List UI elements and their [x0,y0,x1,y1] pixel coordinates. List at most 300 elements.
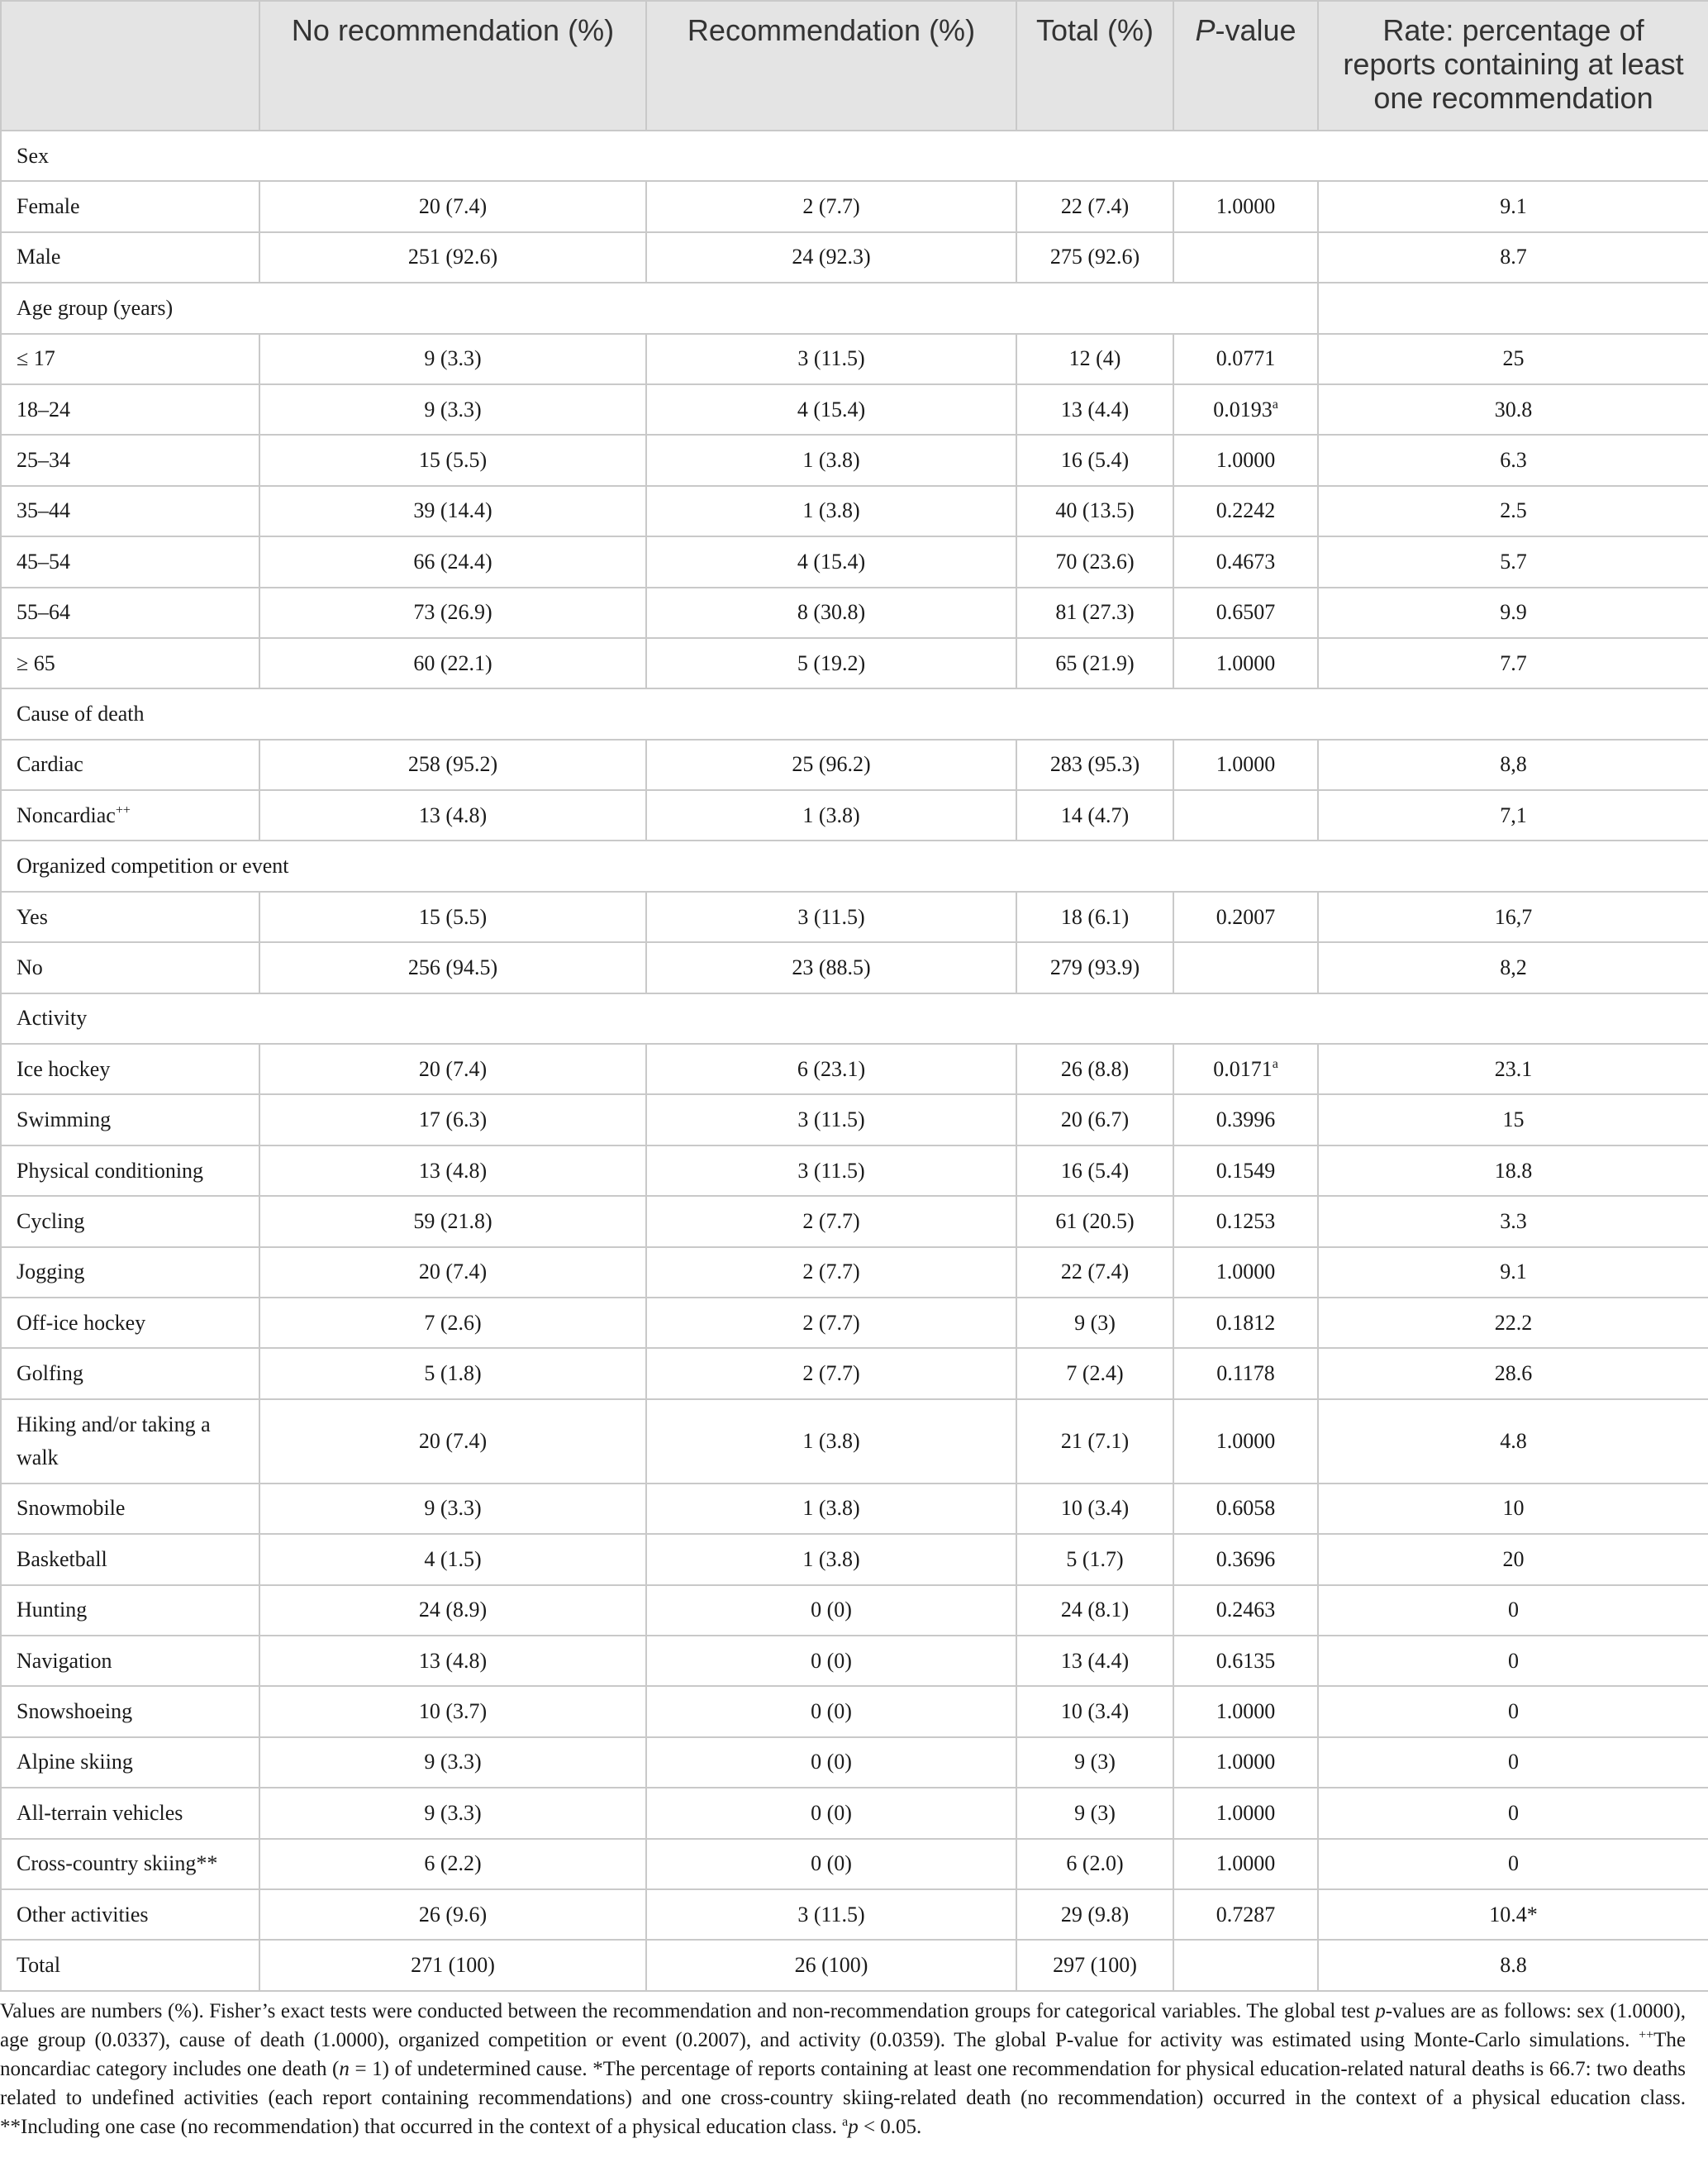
cell-text: Physical conditioning [17,1158,204,1183]
cell-text: 21 (7.1) [1060,1428,1130,1453]
total-cell [1016,1348,1173,1398]
cell-text: 0.1549 [1216,1158,1276,1183]
cell-text: 9 (3.3) [424,1496,482,1521]
cell-text: 8,8 [1500,752,1527,777]
row-label [1,1399,259,1484]
cell-text: 2 (7.7) [802,1310,860,1335]
table-row [1,1094,1708,1145]
recommendation-cell [646,232,1016,283]
rate-cell [1318,638,1708,688]
cell-text: 0 (0) [811,1750,852,1774]
row-label [1,486,259,536]
table-row [1,1686,1708,1736]
cell-text: ≥ 65 [17,650,55,675]
section-row [1,993,1708,1044]
section-label: Activity [1,993,1708,1044]
no-recommendation-cell [259,1839,646,1889]
cell-text: 0.3996 [1216,1107,1276,1132]
row-label [1,1484,259,1534]
rate-cell [1318,1788,1708,1838]
total-cell [1016,1484,1173,1534]
p-value-cell [1173,1788,1318,1838]
table-row [1,1484,1708,1534]
cell-text: 26 (9.6) [418,1902,488,1926]
cell-text: 35–44 [17,498,70,523]
header-p-value: P-value [1173,1,1318,131]
row-label [1,740,259,790]
p-value-cell [1173,1839,1318,1889]
row-label [1,638,259,688]
no-recommendation-cell [259,1196,646,1246]
p-value-cell [1173,1940,1318,1990]
row-label [1,1940,259,1990]
rate-cell [1318,1298,1708,1348]
total-cell [1016,1585,1173,1636]
row-label [1,181,259,231]
cell-text: 20 (7.4) [418,1428,488,1453]
row-label [1,1196,259,1246]
p-value-cell [1173,1399,1318,1484]
cell-text: Snowshoeing [17,1699,133,1724]
recommendation-cell [646,942,1016,993]
table-row [1,1788,1708,1838]
recommendation-cell [646,1534,1016,1584]
cell-text: 10.4* [1489,1902,1538,1926]
cell-text: 10 (3.7) [418,1699,488,1724]
row-label [1,232,259,283]
cell-text: Jogging [17,1260,85,1284]
row-label [1,1585,259,1636]
cell-text: Ice hockey [17,1056,111,1081]
total-cell [1016,536,1173,587]
cell-text: 1.0000 [1216,752,1276,777]
row-label [1,942,259,993]
cell-text: 13 (4.4) [1060,1648,1130,1673]
cell-text: 0 [1508,1851,1519,1876]
no-recommendation-cell [259,1484,646,1534]
total-cell [1016,1940,1173,1990]
cell-text: 0 [1508,1800,1519,1825]
cell-text: 9.9 [1500,600,1527,625]
table-row [1,1145,1708,1196]
row-label [1,536,259,587]
section-row [1,131,1708,181]
section-row [1,688,1708,739]
total-cell [1016,1686,1173,1736]
cell-text: 22 (7.4) [1060,1260,1130,1284]
table-row [1,435,1708,485]
rate-cell [1318,1145,1708,1196]
cell-text: 0.7287 [1216,1902,1276,1926]
rate-cell [1318,181,1708,231]
section-label: Cause of death [1,688,1708,739]
cell-text: 59 (21.8) [413,1208,492,1233]
cell-text: 73 (26.9) [413,600,492,625]
no-recommendation-cell [259,536,646,587]
cell-text: Female [17,194,80,219]
rate-cell [1318,232,1708,283]
cell-text: 256 (94.5) [407,955,498,979]
total-cell [1016,790,1173,841]
cell-text: Swimming [17,1107,112,1132]
rate-cell [1318,536,1708,587]
rate-cell [1318,588,1708,638]
table-row [1,1737,1708,1788]
cell-text: 283 (95.3) [1049,752,1140,777]
cell-text: 258 (95.2) [407,752,498,777]
row-label [1,588,259,638]
cell-text: 1.0000 [1216,1750,1276,1774]
rate-cell [1318,1484,1708,1534]
total-cell [1016,1399,1173,1484]
cell-text: 6 (2.2) [424,1851,482,1876]
cell-text: 20 (7.4) [418,1260,488,1284]
cell-text: 0.2242 [1216,498,1276,523]
cell-text: 9 (3.3) [424,397,482,421]
recommendation-cell [646,740,1016,790]
cell-text: All-terrain vehicles [17,1800,183,1825]
rate-cell [1318,486,1708,536]
rate-cell [1318,790,1708,841]
total-cell [1016,1298,1173,1348]
cell-text: 0.6507 [1216,600,1276,625]
rate-cell [1318,1247,1708,1298]
recommendation-cell [646,790,1016,841]
cell-text: 4.8 [1500,1428,1527,1453]
total-cell [1016,1094,1173,1145]
cell-text: 61 (20.5) [1055,1208,1135,1233]
total-cell [1016,1044,1173,1094]
total-cell [1016,232,1173,283]
cell-text: 5 (1.7) [1066,1546,1124,1571]
cell-text: 30.8 [1494,397,1533,421]
cell-text: 0.3696 [1216,1546,1276,1571]
no-recommendation-cell [259,942,646,993]
recommendation-cell [646,1145,1016,1196]
rate-cell [1318,1094,1708,1145]
cell-text: Navigation [17,1648,112,1673]
empty-cell [1318,283,1708,333]
cell-text: 1.0000 [1216,1260,1276,1284]
cell-text: 8,2 [1500,955,1527,979]
cell-text: Alpine skiing [17,1750,133,1774]
recommendation-cell [646,435,1016,485]
no-recommendation-cell [259,1686,646,1736]
recommendation-cell [646,1247,1016,1298]
rate-cell [1318,1889,1708,1940]
cell-text: 1.0000 [1216,1800,1276,1825]
cell-text: 9 (3) [1074,1800,1116,1825]
cell-text: 23 (88.5) [792,955,871,979]
table-row [1,1534,1708,1584]
cell-text: Noncardiac [17,803,116,827]
row-label [1,1889,259,1940]
table-row [1,790,1708,841]
cell-text: 8 (30.8) [797,600,866,625]
cell-text: 279 (93.9) [1049,955,1140,979]
cell-text: 2 (7.7) [802,1260,860,1284]
cell-text: 0.2007 [1216,904,1276,929]
recommendation-cell [646,1636,1016,1686]
header-total: Total (%) [1016,1,1173,131]
cell-text: 20 [1502,1546,1525,1571]
cell-text: 10 [1502,1496,1525,1521]
cell-text: Male [17,245,61,269]
rate-cell [1318,435,1708,485]
p-value-cell [1173,1737,1318,1788]
cell-text: 2 (7.7) [802,1208,860,1233]
cell-text: 3 (11.5) [797,346,865,371]
p-value-cell [1173,942,1318,993]
cell-text: 25 (96.2) [792,752,871,777]
cell-text: 13 (4.8) [418,803,488,827]
header-no-recommendation: No recommendation (%) [259,1,646,131]
cell-text: 6 (2.0) [1066,1851,1124,1876]
superscript: a [1272,1056,1278,1071]
cell-text: 7 (2.6) [424,1310,482,1335]
total-cell [1016,1534,1173,1584]
no-recommendation-cell [259,1737,646,1788]
cell-text: 0.1178 [1216,1361,1275,1386]
table-row [1,942,1708,993]
no-recommendation-cell [259,384,646,435]
row-label [1,892,259,942]
p-value-cell [1173,1889,1318,1940]
cell-text: 7 (2.4) [1066,1361,1124,1386]
rate-cell [1318,1940,1708,1990]
cell-text: 271 (100) [411,1952,495,1977]
cell-text: 1 (3.8) [802,1546,860,1571]
cell-text: 45–54 [17,549,70,574]
table-row [1,384,1708,435]
cell-text: 70 (23.6) [1055,549,1135,574]
cell-text: 16,7 [1494,904,1533,929]
section-row [1,841,1708,891]
p-value-cell [1173,1044,1318,1094]
p-value-cell [1173,588,1318,638]
row-label [1,1788,259,1838]
cell-text: 16 (5.4) [1060,1158,1130,1183]
table-row [1,740,1708,790]
cell-text: 20 (7.4) [418,194,488,219]
cell-text: 275 (92.6) [1049,245,1140,269]
cell-text: 9 (3.3) [424,1750,482,1774]
p-value-cell [1173,334,1318,384]
cell-text: 3 (11.5) [797,1107,865,1132]
cell-text: 15 (5.5) [418,448,488,473]
cell-text: 22 (7.4) [1060,194,1130,219]
table-row [1,1196,1708,1246]
cell-text: 0 (0) [811,1648,852,1673]
cell-text: 1 (3.8) [802,803,860,827]
no-recommendation-cell [259,1636,646,1686]
p-value-cell [1173,435,1318,485]
recommendation-cell [646,1889,1016,1940]
p-value-cell [1173,1145,1318,1196]
table-footnote: Values are numbers (%). Fisher’s exact tests were conducted between the recommendation and non-recommendation groups for categorical variables. The global test p-values are as follows: sex (1.0000), age group (0.0337), cause of death (1.0000), organized competition or event (0.2007), and activity (0.0359). The global P-value for activity was estimated using Monte-Carlo simulations. ++The noncardiac category includes one death (n = 1) of undetermined cause. *The percentage of reports containing at least one recommendation for physical education-related natural deaths is 66.7: two deaths related to undefined activities (each report containing recommendations) and one cross-country skiing-related death (no recommendation) occurred in the context of a physical education class. **Including one case (no recommendation) that occurred in the context of a physical education class. $^a$p < 0.05. [0,2000,1687,2138]
table-row [1,1298,1708,1348]
cell-text: 2 (7.7) [802,1361,860,1386]
header-row [1,1,1708,131]
cell-text: 1.0000 [1216,194,1276,219]
cell-text: 23.1 [1494,1056,1533,1081]
cell-text: 1 (3.8) [802,1428,860,1453]
rate-cell [1318,1196,1708,1246]
cell-text: 13 (4.8) [418,1158,488,1183]
total-cell [1016,1889,1173,1940]
p-value-cell [1173,181,1318,231]
cell-text: 251 (92.6) [407,245,498,269]
cell-text: 4 (1.5) [424,1546,482,1571]
cell-text: Cross-country skiing** [17,1851,218,1876]
cell-text: Yes [17,904,48,929]
total-cell [1016,334,1173,384]
cell-text: 7.7 [1500,650,1527,675]
cell-text: 9.1 [1500,1260,1527,1284]
cell-text: 24 (8.1) [1060,1598,1130,1622]
cell-text: 1.0000 [1216,448,1276,473]
no-recommendation-cell [259,1585,646,1636]
cell-text: 0.2463 [1216,1598,1276,1622]
rate-cell [1318,1534,1708,1584]
table-row [1,1889,1708,1940]
p-value-cell [1173,1298,1318,1348]
table-row [1,1839,1708,1889]
no-recommendation-cell [259,1788,646,1838]
table-row [1,181,1708,231]
cell-text: Hiking and/or taking a walk [17,1412,211,1469]
p-value-cell [1173,232,1318,283]
rate-cell [1318,384,1708,435]
cell-text: 16 (5.4) [1060,448,1130,473]
cell-text: 3 (11.5) [797,904,865,929]
no-recommendation-cell [259,892,646,942]
table-row [1,486,1708,536]
no-recommendation-cell [259,486,646,536]
cell-text: 0.6135 [1216,1648,1276,1673]
total-cell [1016,638,1173,688]
no-recommendation-cell [259,588,646,638]
no-recommendation-cell [259,181,646,231]
cell-text: 22.2 [1494,1310,1533,1335]
no-recommendation-cell [259,334,646,384]
no-recommendation-cell [259,1399,646,1484]
rate-cell [1318,740,1708,790]
rate-cell [1318,1839,1708,1889]
cell-text: 6 (23.1) [797,1056,866,1081]
cell-text: 0 (0) [811,1851,852,1876]
total-cell [1016,1737,1173,1788]
cell-text: 25–34 [17,448,70,473]
cell-text: 24 (8.9) [418,1598,488,1622]
no-recommendation-cell [259,638,646,688]
table-body [1,131,1708,1991]
cell-text: 3 (11.5) [797,1158,865,1183]
table-row [1,1044,1708,1094]
recommendation-cell [646,588,1016,638]
section-label: Organized competition or event [1,841,1708,891]
cell-text: 18–24 [17,397,70,421]
cell-text: ≤ 17 [17,346,55,371]
total-cell [1016,740,1173,790]
cell-text: 0.6058 [1216,1496,1276,1521]
cell-text: 26 (100) [794,1952,868,1977]
no-recommendation-cell [259,790,646,841]
cell-text: 29 (9.8) [1060,1902,1130,1926]
total-cell [1016,1145,1173,1196]
recommendation-cell [646,1484,1016,1534]
table-row [1,1247,1708,1298]
cell-text: 15 [1502,1107,1525,1132]
cell-text: 1 (3.8) [802,448,860,473]
cell-text: Off-ice hockey [17,1310,146,1335]
recommendation-cell [646,536,1016,587]
cell-text: 0 (0) [811,1699,852,1724]
cell-text: 0.0193 [1213,397,1273,421]
cell-text: 1.0000 [1216,1851,1276,1876]
cell-text: 65 (21.9) [1055,650,1135,675]
cell-text: 3.3 [1500,1208,1527,1233]
cell-text: 10 (3.4) [1060,1699,1130,1724]
cell-text: 9 (3) [1074,1750,1116,1774]
cell-text: 0 [1508,1648,1519,1673]
cell-text: 1.0000 [1216,650,1276,675]
recommendation-cell [646,638,1016,688]
cell-text: 0 [1508,1750,1519,1774]
rate-cell [1318,892,1708,942]
recommendation-cell [646,384,1016,435]
cell-text: 8.7 [1500,245,1527,269]
cell-text: 26 (8.8) [1060,1056,1130,1081]
rate-cell [1318,1737,1708,1788]
cell-text: 20 (7.4) [418,1056,488,1081]
row-label [1,1348,259,1398]
no-recommendation-cell [259,1145,646,1196]
recommendation-cell [646,1940,1016,1990]
row-label [1,334,259,384]
cell-text: 39 (14.4) [413,498,492,523]
cell-text: 6.3 [1500,448,1527,473]
recommendation-cell [646,1737,1016,1788]
section-label: Age group (years) [1,283,1318,333]
no-recommendation-cell [259,1044,646,1094]
row-label [1,1686,259,1736]
no-recommendation-cell [259,1094,646,1145]
no-recommendation-cell [259,740,646,790]
cell-text: 81 (27.3) [1055,600,1135,625]
cell-text: Basketball [17,1546,107,1571]
no-recommendation-cell [259,1247,646,1298]
cell-text: Cardiac [17,752,83,777]
cell-text: 5 (1.8) [424,1361,482,1386]
rate-cell [1318,334,1708,384]
p-value-cell [1173,1196,1318,1246]
cell-text: 2.5 [1500,498,1527,523]
cell-text: 2 (7.7) [802,194,860,219]
row-label [1,1737,259,1788]
p-value-cell [1173,1348,1318,1398]
recommendation-cell [646,486,1016,536]
table-row [1,1636,1708,1686]
row-label [1,1534,259,1584]
p-value-cell [1173,486,1318,536]
cell-text: 0.1253 [1216,1208,1276,1233]
cell-text: 66 (24.4) [413,549,492,574]
recommendation-cell [646,1788,1016,1838]
cell-text: 13 (4.8) [418,1648,488,1673]
cell-text: 0 (0) [811,1598,852,1622]
cell-text: 40 (13.5) [1055,498,1135,523]
